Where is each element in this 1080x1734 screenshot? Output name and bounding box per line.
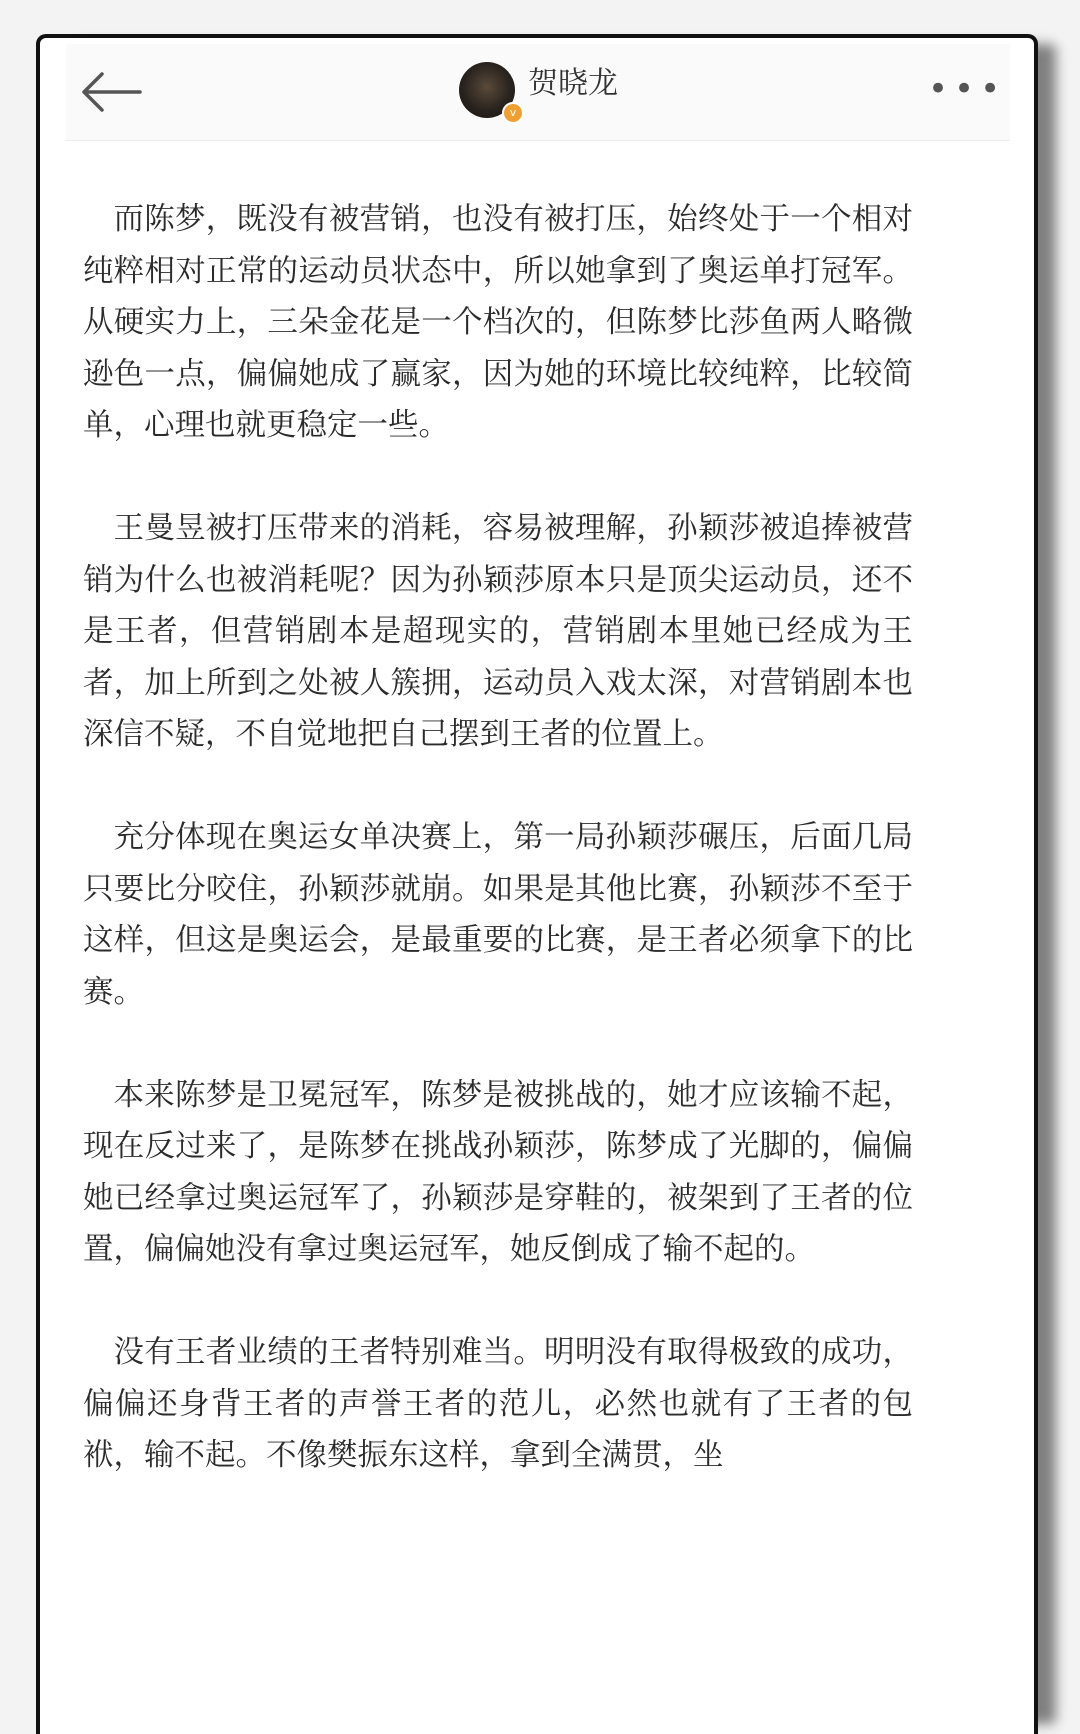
article-paragraph: 充分体现在奥运女单决赛上，第一局孙颖莎碾压，后面几局只要比分咬住，孙颖莎就崩。如果是其他比赛，孙颖莎不至于这样，但这是奥运会，是最重要的比赛，是王者必须拿下的比赛。 (83, 820, 913, 1010)
back-button[interactable] (74, 64, 150, 120)
top-bar (66, 44, 1010, 141)
verified-badge-icon: v (502, 102, 524, 124)
article-paragraph: 而陈梦，既没有被营销，也没有被打压，始终处于一个相对纯粹相对正常的运动员状态中，所以她拿到了奥运单打冠军。从硬实力上，三朵金花是一个档次的，但陈梦比莎鱼两人略微逊色一点，偏偏她成了赢家，因为她的环境比较纯粹，比较简单，心理也就更稳定一些。 (83, 202, 913, 443)
article-paragraph: 王曼昱被打压带来的消耗，容易被理解，孙颖莎被追捧被营销为什么也被消耗呢？因为孙颖莎原本只是顶尖运动员，还不是王者，但营销剧本是超现实的，营销剧本里她已经成为王者，加上所到之处被人簇拥，运动员入戏太深，对营销剧本也深信不疑，不自觉地把自己摆到王者的位置上。 (83, 511, 913, 752)
author-name[interactable]: 贺晓龙 (528, 66, 618, 101)
app-screen (66, 44, 1010, 1704)
back-arrow-icon (74, 64, 150, 120)
more-options-button[interactable]: ••• (928, 69, 1007, 109)
article-paragraph: 没有王者业绩的王者特别难当。明明没有取得极致的成功，偏偏还身背王者的声誉王者的范儿，必然也就有了王者的包袱，输不起。不像樊振东这样，拿到全满贯，坐 (83, 1335, 913, 1473)
article-paragraph: 本来陈梦是卫冕冠军，陈梦是被挑战的，她才应该输不起，现在反过来了，是陈梦在挑战孙颖莎，陈梦成了光脚的，偏偏她已经拿过奥运冠军了，孙颖莎是穿鞋的，被架到了王者的位置，偏偏她没有拿过奥运冠军，她反倒成了输不起的。 (83, 1077, 913, 1267)
article-body (83, 194, 913, 1533)
